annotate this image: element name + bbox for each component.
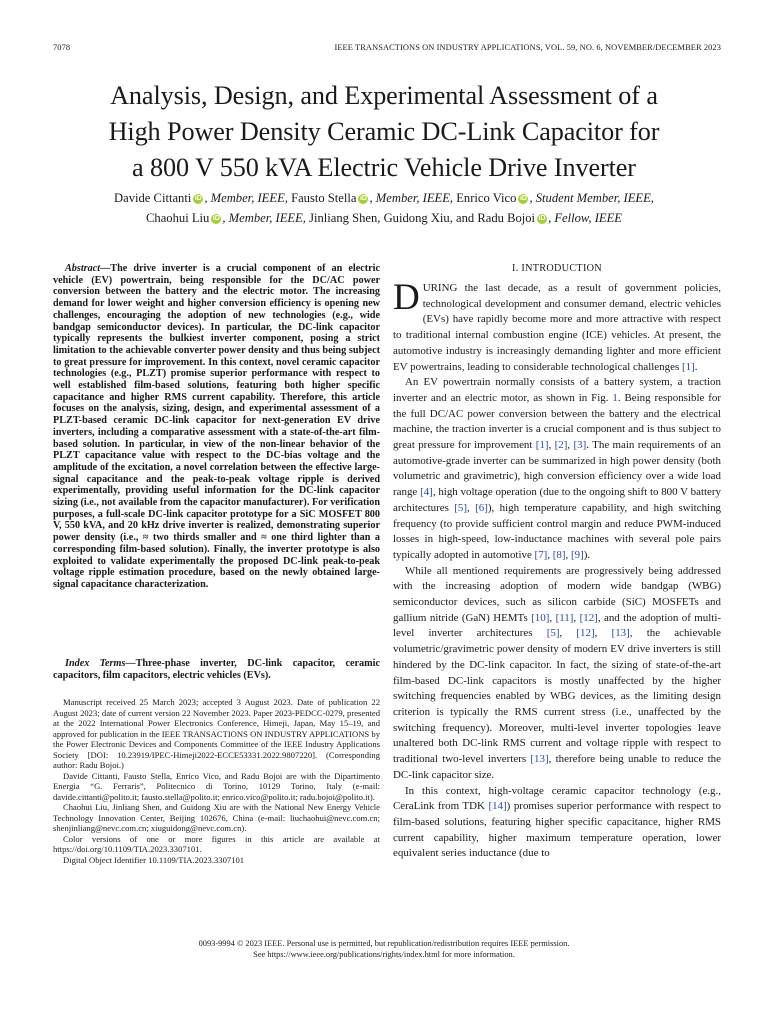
intro-paragraph-4: In this context, high-voltage ceramic capacitor technology (e.g., CeraLink from TDK [14]) promises superior performance with respect to film-based solutions, featuring higher specific capacitance, higher RMS current capability, higher maximum temperature operation, lower equivalent series inductance (due to bbox=[393, 784, 721, 860]
footnote-affiliation-polito: Davide Cittanti, Fausto Stella, Enrico Vico, and Radu Bojoi are with the Dipartimento Energia “G. Ferraris”, Politecnico di Torino, 10129 Torino, Italy (e-mail: davide.cittanti@polito.it; fausto.stella@polito.it; enrico.vico@polito.it; radu.bojoi@polito.it). bbox=[53, 770, 380, 802]
citation-link[interactable]: [3] bbox=[573, 439, 587, 452]
orcid-icon[interactable]: iD bbox=[538, 215, 546, 222]
author-name: Fausto Stella bbox=[291, 191, 357, 205]
author-role: , Student Member, IEEE, bbox=[529, 191, 654, 205]
author-name: Davide Cittanti bbox=[114, 191, 192, 205]
author-name: Jinliang Shen, Guidong Xiu, and Radu Bojoi bbox=[309, 211, 536, 225]
footnote-manuscript: Manuscript received 25 March 2023; accepted 3 August 2023. Date of publication 22 August 2023; date of current version 22 November 2023. Paper 2023-PEDCC-0279, presented at the 2022 International Power Electronics Conference, Himeji, Japan, May 15–19, and approved for publication in the IEEE TRANSACTIONS ON INDUSTRY APPLICATIONS by the Power Electronic Devices and Components Committee of the IEEE Industry Applications Society [DOI: 10.23919/IPEC-Himeji2022-ECCE53331.2022.9807220]. (Corresponding author: Radu Bojoi.) bbox=[53, 697, 380, 770]
citation-link[interactable]: [7] bbox=[534, 548, 548, 561]
title-line: Analysis, Design, and Experimental Assessment of a bbox=[110, 81, 658, 110]
journal-header: IEEE TRANSACTIONS ON INDUSTRY APPLICATIONS, VOL. 59, NO. 6, NOVEMBER/DECEMBER 2023 bbox=[334, 43, 721, 52]
citation-link[interactable]: [13] bbox=[530, 753, 549, 766]
index-terms bbox=[53, 658, 380, 681]
orcid-icon[interactable]: iD bbox=[519, 195, 527, 202]
orcid-icon[interactable]: iD bbox=[194, 195, 202, 202]
author-role: , Member, IEEE, bbox=[369, 191, 457, 205]
drop-cap: D bbox=[393, 277, 420, 318]
title-line: High Power Density Ceramic DC-Link Capacitor for bbox=[108, 117, 660, 146]
intro-paragraph-2: An EV powertrain normally consists of a battery system, a traction inverter and an electric motor, as shown in Fig. 1. Being responsible for the full DC/AC power conversion between the battery and the electrical machine, the traction inverter is a crucial component and is thus subject to great pressure for improvement [1], [2], [3]. The main requirements of an automotive-grade inverter can be summarized in high power density (both volumetric and gravimetric), high conversion efficiency over a wide load range [4], high voltage operation (due to the ongoing shift to 800 V battery architectures [5], [6]), high temperature capability, and high switching frequency (to provide sufficient control margin and reduce PWM-induced losses in high-speed, low-inductance machines with several pole pairs typically adopted in automotive [7], [8], [9]). bbox=[393, 376, 722, 561]
copyright-notice bbox=[30, 938, 738, 960]
index-terms-lead: Index Terms bbox=[65, 658, 126, 669]
author-name: Enrico Vico bbox=[456, 191, 517, 205]
orcid-icon[interactable]: iD bbox=[359, 195, 367, 202]
page-number: 7078 bbox=[53, 43, 71, 52]
paper-title bbox=[30, 78, 738, 186]
footnotes bbox=[53, 697, 380, 865]
copyright-line: 0093-9994 © 2023 IEEE. Personal use is permitted, but republication/redistribution requires IEEE permission. bbox=[198, 939, 570, 948]
intro-paragraph-3: While all mentioned requirements are progressively being addressed with the increasing adoption of modern wide bandgap (WBG) semiconductor devices, such as silicon carbide (SiC) MOSFETs and gallium nitride (GaN) HEMTs [10], [11], [12], and the adoption of multi-level inverter architectures [5], [12], [13], the achievable volumetric/gravimetric power density of modern EV drive inverters is still hindered by the DC-link capacitor. In fact, the sizing of state-of-the-art film-based DC-link capacitors is mostly unaffected by the higher switching frequencies enabled by WBG devices, as the limiting design criterion is typically the RMS current stress (i.e., unaffected by the switching frequency). Moreover, multi-level inverter topologies leave unaltered both DC-link RMS current and voltage ripple with respect to traditional two-level inverters [13], therefore being unable to reduce the DC-link capacitor size. bbox=[393, 564, 722, 781]
citation-link[interactable]: [10] bbox=[531, 611, 550, 624]
title-line: a 800 V 550 kVA Electric Vehicle Drive Inverter bbox=[132, 153, 636, 182]
section-heading: I. INTRODUCTION bbox=[512, 263, 602, 274]
figure-link[interactable]: 1 bbox=[612, 391, 618, 404]
citation-link[interactable]: [12] bbox=[576, 627, 595, 640]
author-line-2 bbox=[30, 208, 738, 228]
author-role: , Member, IEEE, bbox=[222, 211, 310, 225]
author-list bbox=[30, 188, 738, 228]
author-role: , Member, IEEE, bbox=[204, 191, 292, 205]
citation-link[interactable]: [5] bbox=[454, 501, 467, 514]
abstract-lead: Abstract bbox=[65, 263, 101, 274]
citation-link[interactable]: [13] bbox=[611, 627, 630, 640]
index-terms-text: —Three-phase inverter, DC-link capacitor, ceramic capacitors, film capacitors, electric vehicles (EVs). bbox=[53, 658, 380, 681]
intro-paragraph-1: DURING the last decade, as a result of government policies, technological development and consumer demand, electric vehicles (EVs) have rapidly become more and more attractive with respect to traditional internal combustion engine (ICE) vehicles. At present, the automotive industry is increasingly demanding lighter and more efficient EV powertrains, leading to considerable technological challenges [1]. bbox=[393, 277, 721, 373]
author-name: Chaohui Liu bbox=[146, 211, 210, 225]
footnote-affiliation-nevc: Chaohui Liu, Jinliang Shen, and Guidong Xiu are with the National New Energy Vehicle Technology Innovation Center, Beijing 102676, China (e-mail: liuchaohui@nevc.com.cn; shenjinliang@nevc.com.cn; xiuguidong@nevc.com.cn). bbox=[53, 802, 380, 833]
citation-link[interactable]: [4] bbox=[420, 486, 433, 499]
introduction-body bbox=[393, 277, 722, 862]
citation-link[interactable]: [11] bbox=[555, 611, 574, 624]
abstract-text: —The drive inverter is a crucial component of an electric vehicle (EV) powertrain, being responsible for the DC/AC power conversion between the battery and the electric motor. The increasing demand for lower weight and higher conversion efficiency is opening new challenges, encouraging the adoption of new technologies (e.g., wide bandgap semiconductor devices). In particular, the DC-link capacitor typically represents the bulkiest inverter component, posing a strict limitation to the achievable converter power density and thus being subject to great pressure for improvement. In this context, novel ceramic capacitor technologies (e.g., PLZT) promise superior performance with respect to well established film-based solutions, featuring both higher specific capacitance and higher RMS current capability. Therefore, this article focuses on the analysis, sizing, design, and experimental assessment of a PLZT-based ceramic DC-link capacitor for next-generation EV drive inverters, including a comparative assessment with a state-of-the-art film-based solution. In particular, in view of the non-linear behavior of the PLZT capacitance value with respect to the DC-bias voltage and the amplitude of the excitation, a novel correlation between the effective large-signal capacitance and the peak-to-peak voltage ripple is derived experimentally, providing useful information for the DC-link capacitor sizing (i.e., not available from the capacitor manufacturer). For verification purposes, a full-scale DC-link capacitor prototype for a SiC MOSFET 800 V, 550 kVA, and 20 kHz drive inverter is realized, demonstrating superior power density (i.e., ≈ two thirds smaller and ≈ one third lighter than a corresponding film-based solution). Finally, the inverter prototype is also exploited to validate experimentally the proposed DC-link peak-to-peak voltage ripple estimation procedure, based on the newly obtained large-signal capacitance characterization. bbox=[53, 263, 380, 590]
citation-link[interactable]: [9] bbox=[571, 548, 584, 561]
citation-link[interactable]: [6] bbox=[475, 501, 488, 514]
citation-link[interactable]: [1] bbox=[535, 439, 549, 452]
citation-link[interactable]: [8] bbox=[552, 548, 566, 561]
footnote-doi: Digital Object Identifier 10.1109/TIA.2023.3307101 bbox=[63, 854, 245, 865]
author-role: , Fellow, IEEE bbox=[548, 211, 622, 225]
author-line-1 bbox=[30, 188, 738, 208]
citation-link[interactable]: [1] bbox=[681, 360, 695, 373]
citation-link[interactable]: [5] bbox=[546, 627, 560, 640]
citation-link[interactable]: [14] bbox=[488, 800, 507, 813]
citation-link[interactable]: [2] bbox=[554, 439, 568, 452]
rights-link-line: See https://www.ieee.org/publications/rights/index.html for more information. bbox=[253, 950, 515, 959]
abstract bbox=[53, 263, 380, 591]
orcid-icon[interactable]: iD bbox=[212, 215, 220, 222]
citation-link[interactable]: [12] bbox=[579, 611, 598, 624]
footnote-color-versions: Color versions of one or more figures in this article are available at https://doi.org/10.1109/TIA.2023.3307101. bbox=[53, 833, 380, 854]
